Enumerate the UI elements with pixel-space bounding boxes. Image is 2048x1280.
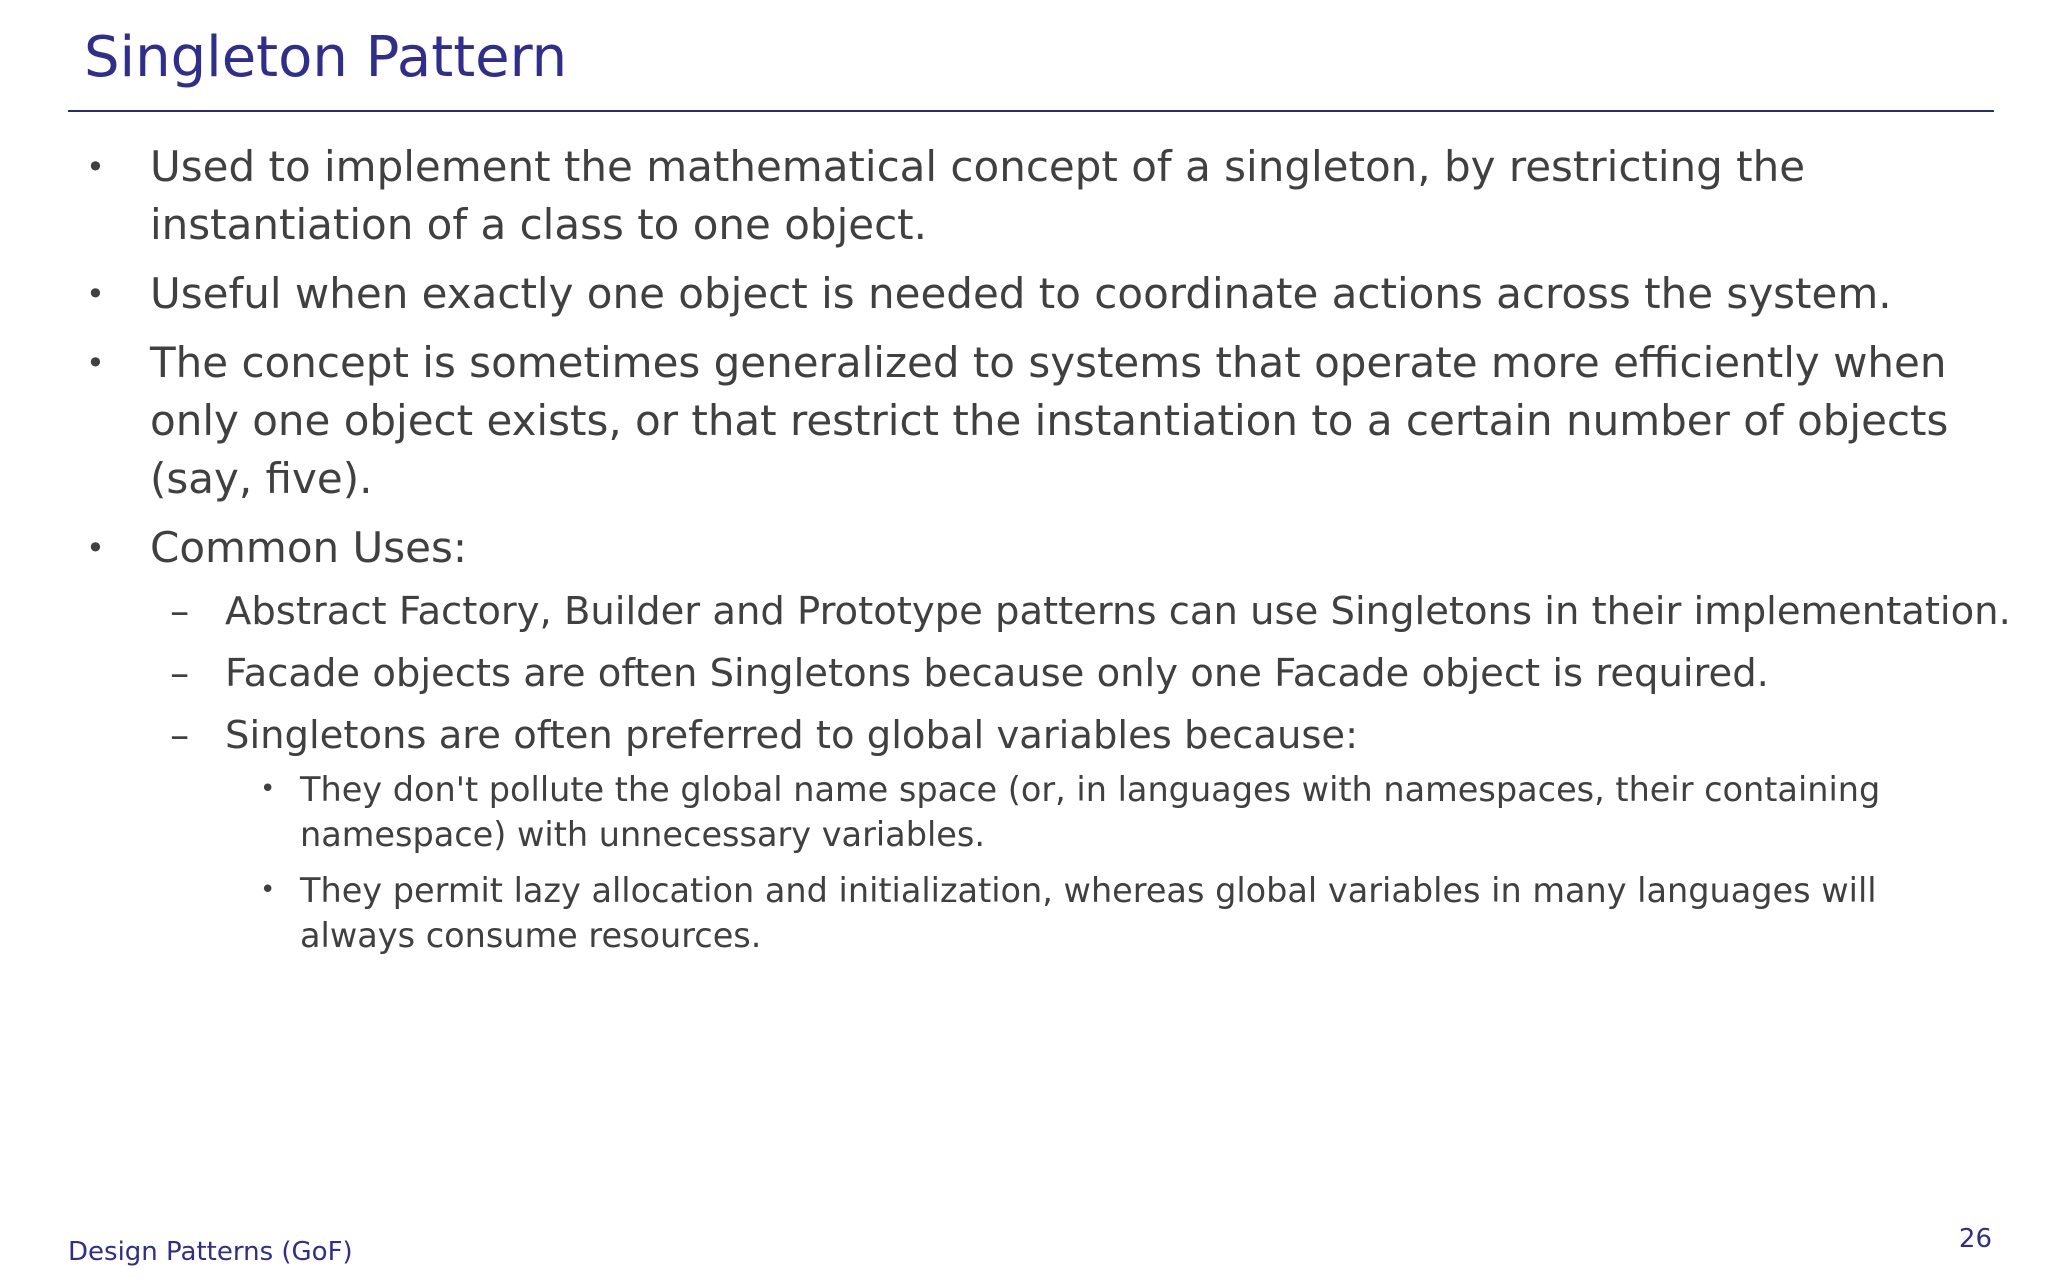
- bullet-icon: •: [86, 344, 105, 382]
- bullet-text: Useful when exactly one object is needed to coordinate actions across the system.: [150, 269, 1892, 318]
- bullet-icon: •: [86, 529, 105, 567]
- title-divider: [68, 110, 1994, 112]
- bullet-text: Common Uses:: [150, 523, 468, 572]
- sub-bullet-point: [0, 650, 2025, 697]
- page-number: 26: [1958, 1224, 1992, 1254]
- sub-sub-bullet-text: They don't pollute the global name space (or, in languages with namespaces, their containing namespace) with unnecessary variables.: [300, 770, 1881, 854]
- dash-icon: –: [170, 589, 190, 634]
- bullet-text: The concept is sometimes generalized to systems that operate more efficiently when only one object exists, or that restrict the instantiation to a certain number of objects (say, five).: [150, 338, 1949, 503]
- sub-bullet-text: Singletons are often preferred to global variables because:: [225, 713, 1359, 758]
- bullet-icon: •: [260, 774, 276, 804]
- bullet-point: [0, 138, 1990, 254]
- sub-bullet-text: Facade objects are often Singletons because only one Facade object is required.: [225, 651, 1769, 696]
- bullet-point: [0, 334, 1990, 508]
- dash-icon: –: [170, 651, 190, 696]
- dash-icon: –: [170, 713, 190, 758]
- slide-title: Singleton Pattern: [84, 25, 568, 90]
- sub-bullet-point: [0, 712, 2025, 759]
- sub-sub-bullet-text: They permit lazy allocation and initialization, whereas global variables in many languages will always consume resources.: [300, 871, 1877, 955]
- sub-bullet-text: Abstract Factory, Builder and Prototype patterns can use Singletons in their implementation.: [225, 589, 2011, 634]
- sub-sub-bullet-point: [0, 767, 1980, 857]
- bullet-icon: •: [86, 275, 105, 313]
- footer-course-title: Design Patterns (GoF): [68, 1237, 353, 1267]
- bullet-icon: •: [86, 148, 105, 186]
- bullet-point: [0, 265, 1990, 323]
- sub-sub-bullet-point: [0, 868, 1980, 958]
- bullet-point: [0, 519, 1990, 577]
- sub-bullet-point: [0, 588, 2025, 635]
- bullet-icon: •: [260, 875, 276, 905]
- slide-content: [0, 138, 2048, 969]
- bullet-text: Used to implement the mathematical concept of a singleton, by restricting the instantiation of a class to one object.: [150, 142, 1806, 249]
